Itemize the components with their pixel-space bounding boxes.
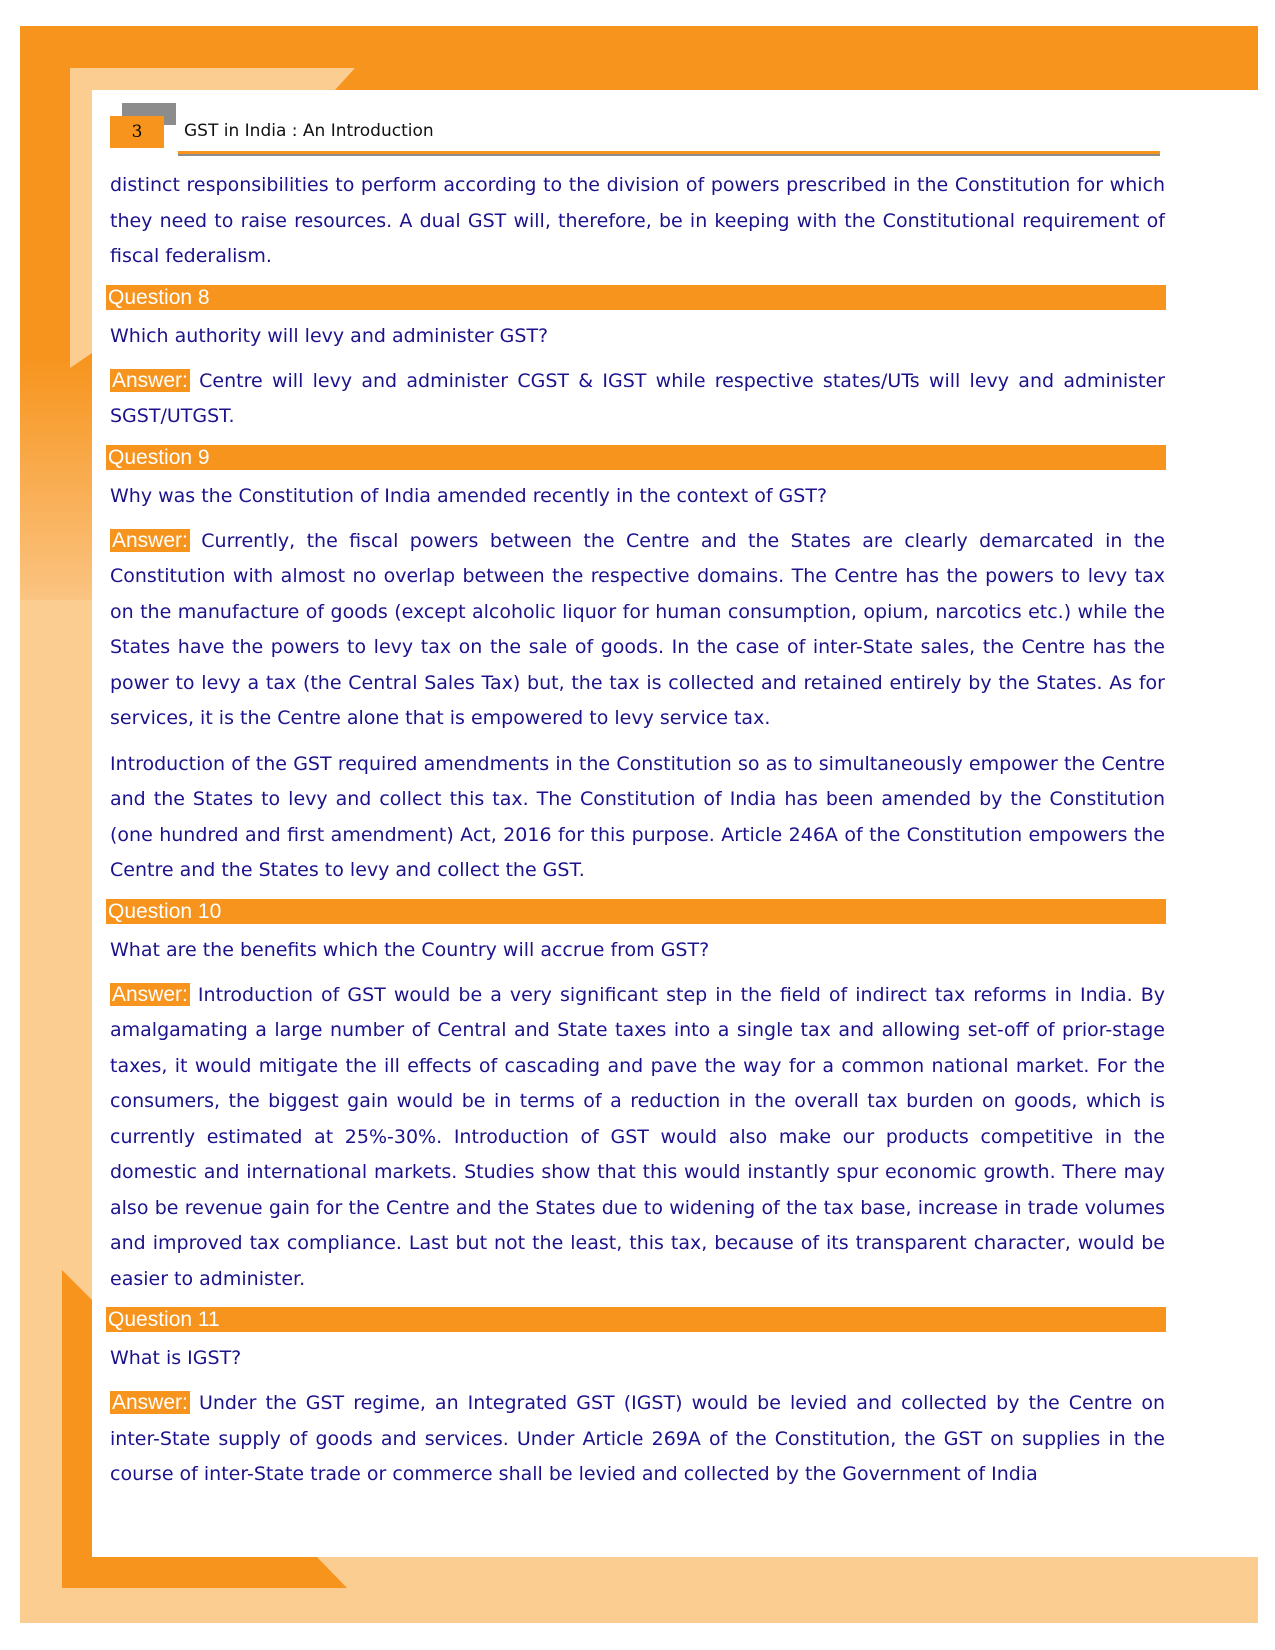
question-text: Which authority will levy and administer GST? bbox=[110, 324, 549, 347]
intro-paragraph: distinct responsibilities to perform according to the division of powers prescribed in the Constitution for which they need to raise resources. A dual GST will, therefore, be in keeping with the Constitutional requirement of fiscal federalism. bbox=[110, 174, 1165, 267]
question-block-11 bbox=[110, 1307, 1165, 1493]
answer-label: Answer: bbox=[112, 982, 188, 1006]
question-text: What is IGST? bbox=[110, 1347, 242, 1369]
header-divider bbox=[178, 151, 1160, 156]
answer-label: Answer: bbox=[112, 1391, 188, 1414]
page-body bbox=[110, 168, 1165, 1503]
question-text: What are the benefits which the Country will accrue from GST? bbox=[110, 938, 710, 961]
answer-text: Currently, the fiscal powers between the Centre and the States are clearly demarcated in the Constitution with almost no overlap between the respective domains. The Centre has the powers to levy tax on the manufacture of goods (except alcoholic liquor for human consumption, opium, narcotics etc.) while the States have the powers to levy tax on the sale of goods. In the case of inter-State sales, the Centre has the power to levy a tax (the Central Sales Tax) but, the tax is collected and retained entirely by the States. As for services, it is the Centre alone that is empowered to levy service tax. bbox=[110, 529, 1165, 729]
document-title: GST in India : An Introduction bbox=[184, 121, 434, 141]
answer-text: Centre will levy and administer CGST & IGST while respective states/UTs will levy and administer SGST/UTGST. bbox=[110, 369, 1165, 427]
question-heading: Question 11 bbox=[106, 1307, 1166, 1332]
question-block-8 bbox=[110, 285, 1165, 435]
question-text: Why was the Constitution of India amended recently in the context of GST? bbox=[110, 484, 828, 507]
answer-label: Answer: bbox=[112, 528, 188, 552]
answer-paragraph bbox=[110, 977, 1165, 1298]
answer-text: Introduction of GST would be a very significant step in the field of indirect tax reforms in India. By amalgamating a large number of Central and State taxes into a single tax and allowing set-off of prior-stage taxes, it would mitigate the ill effects of cascading and pave the way for a common national market. For the consumers, the biggest gain would be in terms of a reduction in the overall tax burden on goods, which is currently estimated at 25%-30%. Introduction of GST would also make our products competitive in the domestic and international markets. Studies show that this would instantly spur economic growth. There may also be revenue gain for the Centre and the States due to widening of the tax base, increase in trade volumes and improved tax compliance. Last but not the least, this tax, because of its transparent character, would be easier to administer. bbox=[110, 983, 1165, 1290]
answer-paragraph bbox=[110, 363, 1165, 435]
question-heading: Question 8 bbox=[106, 285, 1166, 310]
question-heading: Question 9 bbox=[106, 445, 1166, 470]
answer-text: Under the GST regime, an Integrated GST (IGST) would be levied and collected by the Centre on inter-State supply of goods and services. Under Article 269A of the Constitution, the GST on supplies in the course of inter-State trade or commerce shall be levied and collected by the Government of India bbox=[110, 1392, 1166, 1485]
answer-continuation: Introduction of the GST required amendments in the Constitution so as to simultaneously empower the Centre and the States to levy and collect this tax. The Constitution of India has been amended by the Constitution (one hundred and first amendment) Act, 2016 for this purpose. Article 246A of the Constitution empowers the Centre and the States to levy and collect the GST. bbox=[110, 752, 1165, 881]
answer-paragraph bbox=[110, 1385, 1165, 1493]
page-number: 3 bbox=[110, 116, 164, 148]
question-block-10 bbox=[110, 899, 1165, 1298]
question-heading: Question 10 bbox=[106, 899, 1166, 924]
answer-paragraph bbox=[110, 523, 1165, 737]
question-block-9 bbox=[110, 445, 1165, 889]
page-header bbox=[110, 103, 1160, 161]
answer-label: Answer: bbox=[112, 368, 188, 392]
